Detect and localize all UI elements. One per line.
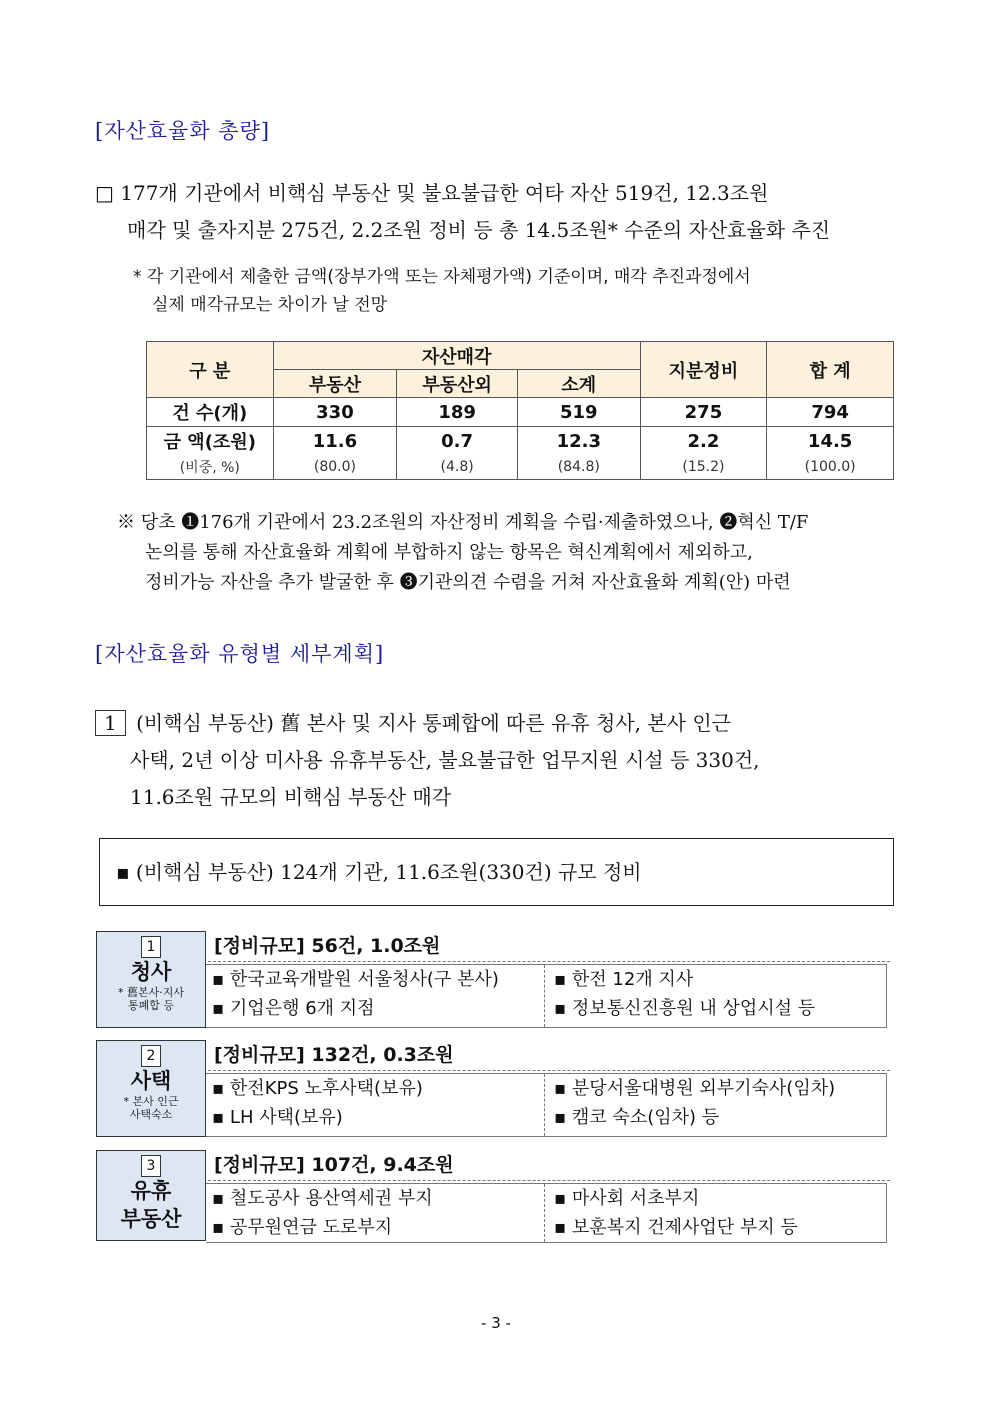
list-item: ▪ 한전 12개 지사 [554,969,694,990]
category-body [206,964,887,1028]
category-body [206,1073,887,1137]
row-label: (비중, %) [147,455,274,480]
list-item: ▪ 캠코 숙소(임차) 등 [554,1107,720,1128]
category-number: 2 [141,1045,161,1067]
summary-table [146,341,894,480]
table-cell: 11.6 [273,427,397,456]
subheader-realestate: 부동산 [273,370,397,398]
category-left-col [212,965,499,1023]
list-item: ▪ 한전KPS 노후사택(보유) [212,1078,423,1099]
table-cell: (84.8) [517,455,640,480]
category-office [96,931,886,1029]
category-name2: 부동산 [120,1207,182,1231]
detail-line1 [95,705,731,741]
row-label: 금 액(조원) [147,427,274,456]
list-item: ▪ 정보통신진흥원 내 상업시설 등 [554,998,816,1019]
item-number-badge: 1 [95,710,126,736]
table-cell: 2.2 [640,427,767,456]
subheader-subtotal: 소계 [517,370,640,398]
category-idle-realestate [96,1150,886,1244]
category-label [96,931,206,1028]
detail-line2: 사택, 2년 이상 미사용 유휴부동산, 불요불급한 업무지원 시설 등 330건, [130,748,760,772]
category-name: 사택 [130,1069,172,1093]
list-item: ▪ 철도공사 용산역세권 부지 [212,1188,433,1209]
table-cell: 189 [397,398,518,427]
table-cell: 519 [517,398,640,427]
section-heading-detail: [자산효율화 유형별 세부계획] [95,642,385,666]
subheader-other: 부동산외 [397,370,518,398]
list-item: ▪ 기업은행 6개 지점 [212,998,375,1019]
header-equity: 지분정비 [640,342,767,398]
list-item: ▪ LH 사택(보유) [212,1107,343,1128]
category-right-col [554,1184,798,1242]
header-total: 합 계 [767,342,894,398]
table-cell: (4.8) [397,455,518,480]
remark-line1: ※ 당초 ❶176개 기관에서 23.2조원의 자산정비 계획을 수립·제출하였으나, ❷혁신 T/F [117,512,809,533]
detail-line1-text: (비핵심 부동산) 舊 본사 및 지사 통폐합에 따른 유휴 청사, 본사 인근 [136,711,731,735]
category-sub1: * 舊본사·지사 [118,986,184,999]
table-cell: (15.2) [640,455,767,480]
header-asset-sale: 자산매각 [273,342,640,370]
category-sub2: 통폐합 등 [127,999,174,1012]
note-line2: 실제 매각규모는 차이가 날 전망 [152,295,388,315]
category-title: [정비규모] 132건, 0.3조원 [208,1040,890,1071]
category-number: 1 [141,936,161,958]
category-label [96,1040,206,1137]
category-label [96,1150,206,1241]
category-number: 3 [141,1155,161,1177]
category-right-col [554,965,815,1023]
category-title: [정비규모] 107건, 9.4조원 [208,1150,890,1181]
table-cell: 275 [640,398,767,427]
remark-line2: 논의를 통해 자산효율화 계획에 부합하지 않는 항목은 혁신계획에서 제외하고, [145,542,753,563]
list-item: ▪ 분당서울대병원 외부기숙사(임차) [554,1078,836,1099]
header-gubun: 구 분 [147,342,274,398]
table-row [147,398,894,427]
category-title: [정비규모] 56건, 1.0조원 [208,931,890,962]
table-cell: 330 [273,398,397,427]
table-row [147,455,894,480]
table-cell: (80.0) [273,455,397,480]
column-divider [544,965,545,1027]
table-row [147,427,894,456]
page-number: - 3 - [481,1314,511,1332]
list-item: ▪ 보훈복지 건제사업단 부지 등 [554,1217,798,1238]
section-heading-total: [자산효율화 총량] [95,119,271,143]
category-housing [96,1040,886,1138]
category-body [206,1183,887,1243]
category-name: 청사 [130,960,172,984]
list-item: ▪ 한국교육개발원 서울청사(구 본사) [212,969,499,990]
category-sub1: * 본사 인근 [123,1095,179,1108]
list-item: ▪ 공무원연금 도로부지 [212,1217,393,1238]
note-line1: * 각 기관에서 제출한 금액(장부가액 또는 자체평가액) 기준이며, 매각 추진과정에서 [133,267,751,287]
list-item: ▪ 마사회 서초부지 [554,1188,700,1209]
total-bullet-line2: 매각 및 출자지분 275건, 2.2조원 정비 등 총 14.5조원* 수준의 자산효율화 추진 [127,218,831,242]
table-cell: 14.5 [767,427,894,456]
table-cell: 0.7 [397,427,518,456]
category-sub2: 사택숙소 [129,1108,173,1121]
remark-line3: 정비가능 자산을 추가 발굴한 후 ❸기관의견 수렴을 거쳐 자산효율화 계획(안) 마련 [145,572,791,593]
summary-box-text: ▪ (비핵심 부동산) 124개 기관, 11.6조원(330건) 규모 정비 [116,860,642,884]
table-cell: (100.0) [767,455,894,480]
category-right-col [554,1074,835,1132]
table-cell: 794 [767,398,894,427]
table-cell: 12.3 [517,427,640,456]
summary-box [99,838,894,906]
column-divider [544,1074,545,1136]
category-left-col [212,1074,423,1132]
column-divider [544,1184,545,1242]
row-label: 건 수(개) [147,398,274,427]
category-name: 유휴 [130,1179,172,1203]
detail-line3: 11.6조원 규모의 비핵심 부동산 매각 [130,785,452,809]
category-left-col [212,1184,433,1242]
total-bullet-line1: □ 177개 기관에서 비핵심 부동산 및 불요불급한 여타 자산 519건, 12.3조원 [95,181,769,205]
